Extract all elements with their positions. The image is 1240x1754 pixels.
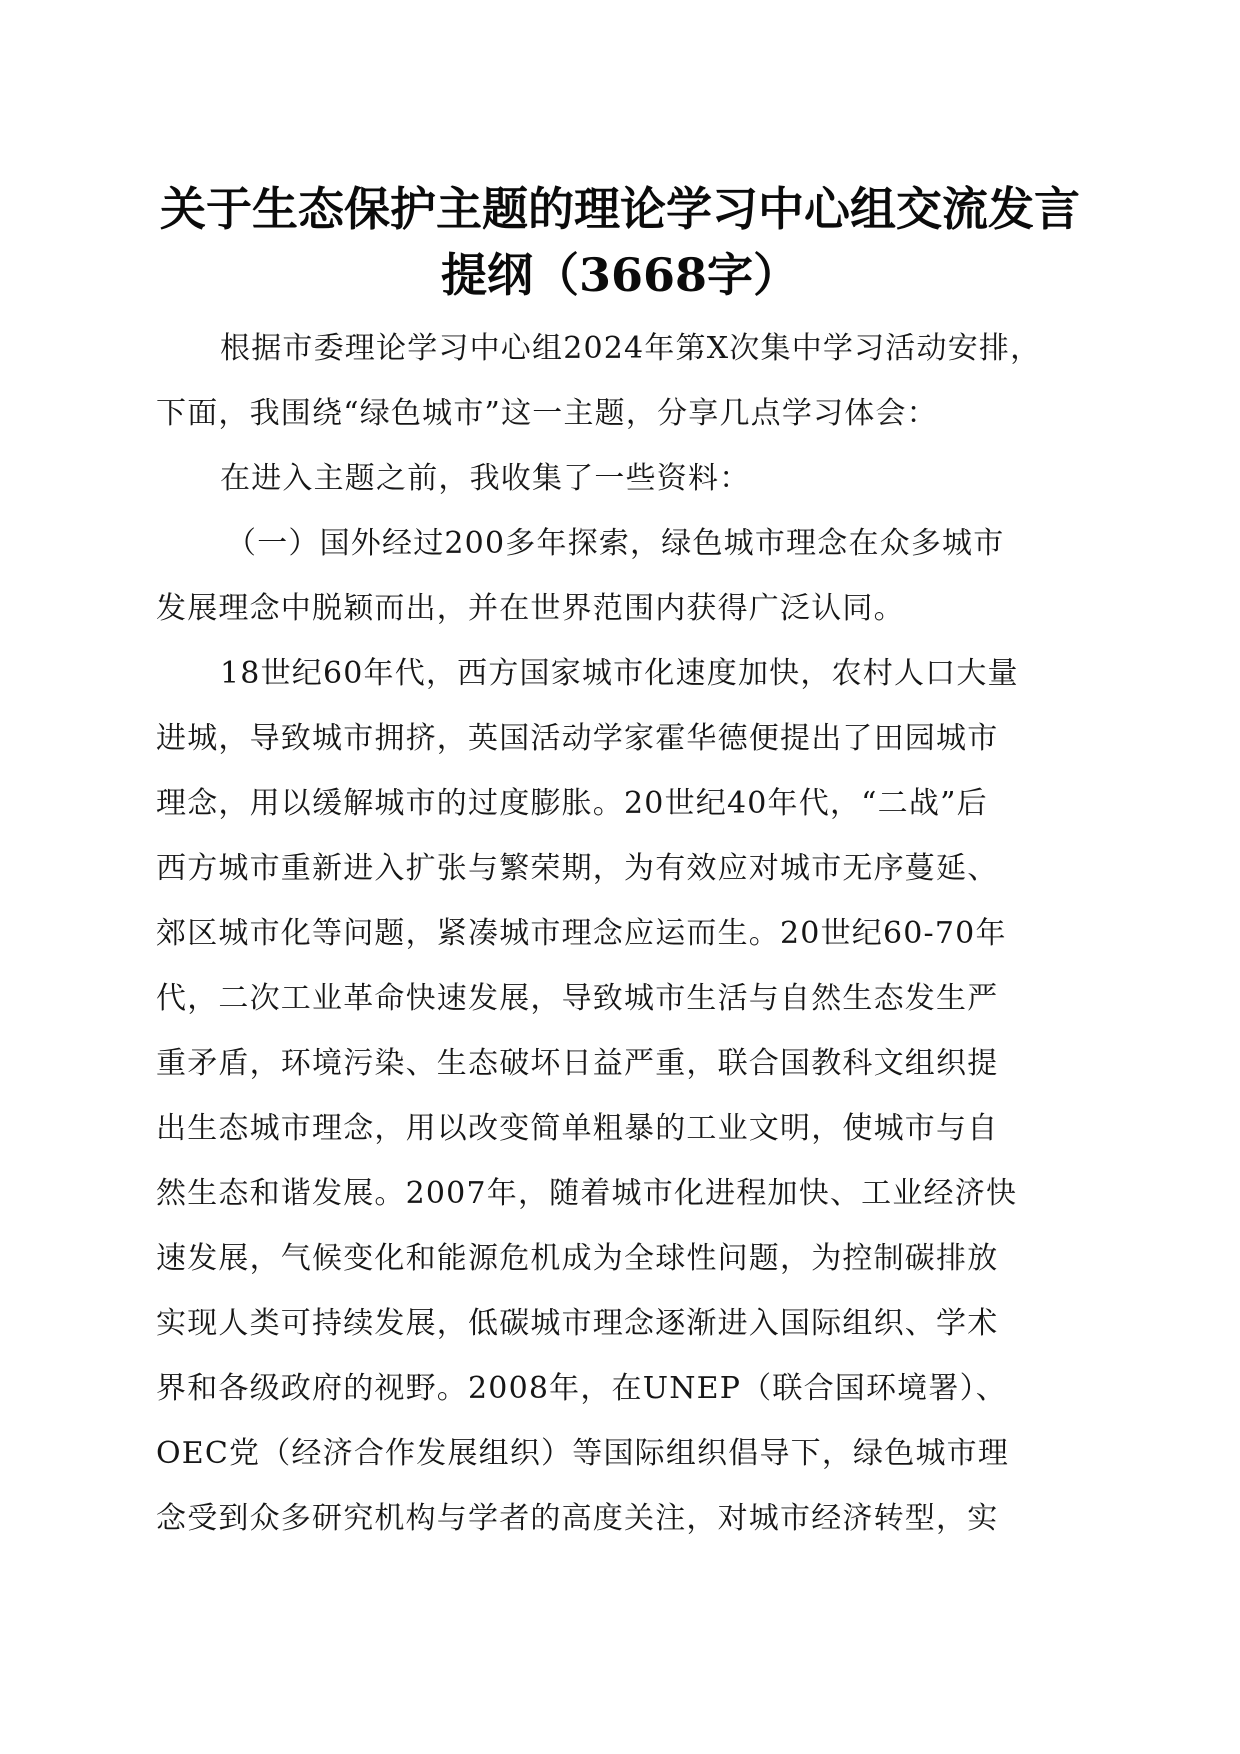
text-line: 郊区城市化等问题，紧凑城市理念应运而生。20世纪60-70年 [156,916,1007,951]
text-line: 然生态和谐发展。2007年，随着城市化进程加快、工业经济快 [156,1176,1018,1211]
text-line: （一）国外经过200多年探索，绿色城市理念在众多城市 [226,526,1005,561]
text-line: OEC党（经济合作发展组织）等国际组织倡导下，绿色城市理 [156,1436,1010,1471]
text-line: 18世纪60年代，西方国家城市化速度加快，农村人口大量 [220,656,1019,691]
text-line: 实现人类可持续发展，低碳城市理念逐渐进入国际组织、学术 [156,1306,999,1341]
text-line: 在进入主题之前，我收集了一些资料： [220,461,751,496]
text-line: 速发展，气候变化和能源危机成为全球性问题，为控制碳排放 [156,1241,999,1276]
document-body [156,316,1084,1551]
text-line: 界和各级政府的视野。2008年，在UNEP（联合国环境署）、 [156,1371,1007,1406]
text-line: 进城，导致城市拥挤，英国活动学家霍华德便提出了田园城市 [156,721,999,756]
paragraph-preface [156,446,1084,511]
text-line: 念受到众多研究机构与学者的高度关注，对城市经济转型，实 [156,1501,999,1536]
text-line: 出生态城市理念，用以改变简单粗暴的工业文明，使城市与自 [156,1111,999,1146]
text-line: 西方城市重新进入扩张与繁荣期，为有效应对城市无序蔓延、 [156,851,999,886]
title-line-1: 关于生态保护主题的理论学习中心组交流发言 [160,182,1080,236]
paragraph-intro [156,316,1084,446]
title-line-2: 提纲（3668字） [440,248,800,302]
text-line: 下面，我围绕“绿色城市”这一主题，分享几点学习体会： [156,396,938,431]
text-line: 根据市委理论学习中心组2024年第X次集中学习活动安排， [220,331,1042,366]
section-heading-1 [156,511,1084,641]
document-title [100,176,1140,308]
paragraph-history [156,641,1084,1551]
text-line: 重矛盾，环境污染、生态破坏日益严重，联合国教科文组织提 [156,1046,999,1081]
text-line: 代，二次工业革命快速发展，导致城市生活与自然生态发生严 [156,981,999,1016]
text-line: 理念，用以缓解城市的过度膨胀。20世纪40年代，“二战”后 [156,786,988,821]
text-line: 发展理念中脱颖而出，并在世界范围内获得广泛认同。 [156,591,905,626]
